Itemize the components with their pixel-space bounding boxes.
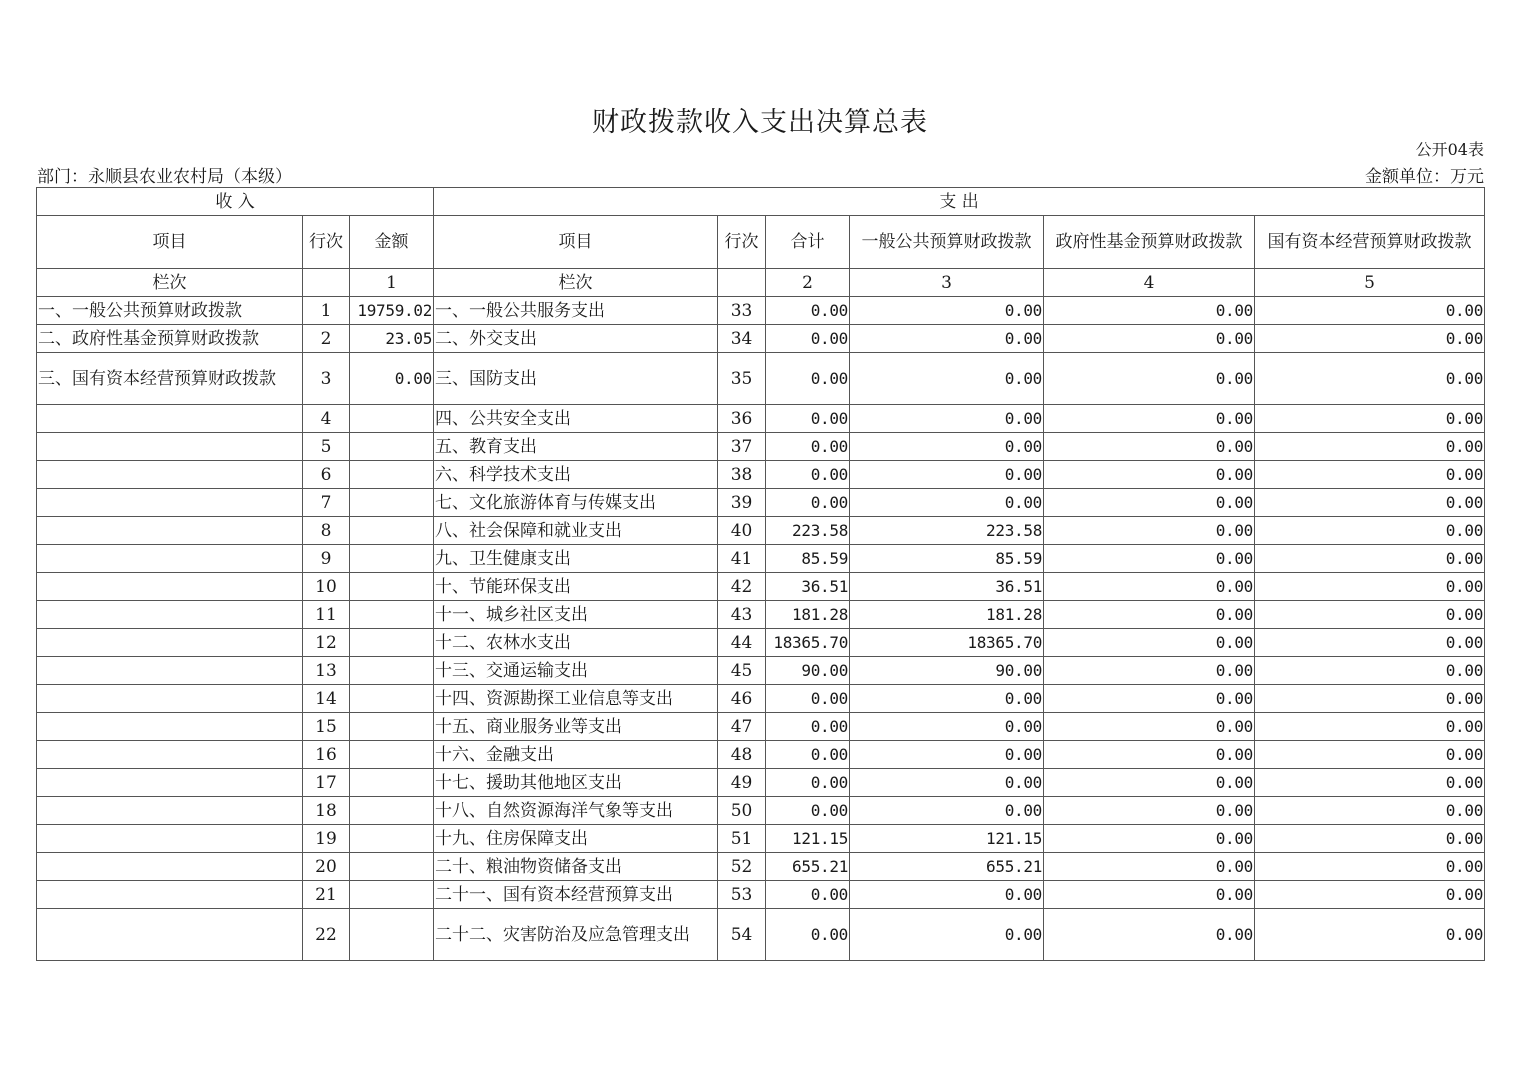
income-amount [350, 881, 434, 909]
expense-state-capital: 0.00 [1255, 825, 1485, 853]
expense-state-capital: 0.00 [1255, 741, 1485, 769]
expense-item: 二十一、国有资本经营预算支出 [434, 881, 718, 909]
expense-row-no: 44 [718, 629, 766, 657]
table-row [37, 601, 1485, 629]
income-row-no: 16 [303, 741, 350, 769]
income-item [37, 405, 303, 433]
expense-gov-fund: 0.00 [1044, 545, 1255, 573]
expense-row-no: 36 [718, 405, 766, 433]
income-amount [350, 629, 434, 657]
expense-item: 九、卫生健康支出 [434, 545, 718, 573]
expense-row-no: 47 [718, 713, 766, 741]
expense-general-budget: 85.59 [850, 545, 1044, 573]
income-amount [350, 685, 434, 713]
table-row [37, 325, 1485, 353]
income-amount: 0.00 [350, 353, 434, 405]
col-index-3: 3 [850, 269, 1044, 297]
income-amount-header: 金额 [350, 216, 434, 269]
expense-state-capital: 0.00 [1255, 629, 1485, 657]
table-row [37, 433, 1485, 461]
income-item [37, 797, 303, 825]
expense-gov-fund: 0.00 [1044, 489, 1255, 517]
income-amount [350, 545, 434, 573]
income-row-no: 3 [303, 353, 350, 405]
expense-state-capital: 0.00 [1255, 325, 1485, 353]
income-amount [350, 853, 434, 881]
expense-total: 0.00 [766, 881, 850, 909]
expense-row-no: 50 [718, 797, 766, 825]
expense-general-budget: 223.58 [850, 517, 1044, 545]
expense-total: 181.28 [766, 601, 850, 629]
col-index-5: 5 [1255, 269, 1485, 297]
amount-unit-label: 金额单位：万元 [1365, 167, 1484, 187]
expense-total: 0.00 [766, 489, 850, 517]
expense-general-budget: 181.28 [850, 601, 1044, 629]
expense-row-no: 46 [718, 685, 766, 713]
expense-row-no: 54 [718, 909, 766, 961]
department-label: 部门：永顺县农业农村局（本级） [37, 167, 292, 187]
expense-state-capital: 0.00 [1255, 909, 1485, 961]
income-amount [350, 433, 434, 461]
income-item [37, 545, 303, 573]
column-index-row [37, 269, 1485, 297]
income-row-no: 1 [303, 297, 350, 325]
expense-gov-fund: 0.00 [1044, 353, 1255, 405]
expense-row-no: 43 [718, 601, 766, 629]
income-row-no: 4 [303, 405, 350, 433]
expense-item: 十一、城乡社区支出 [434, 601, 718, 629]
income-header: 收 入 [37, 188, 434, 216]
expense-total: 0.00 [766, 909, 850, 961]
expense-general-budget: 0.00 [850, 909, 1044, 961]
expense-total: 85.59 [766, 545, 850, 573]
income-amount [350, 713, 434, 741]
income-amount [350, 489, 434, 517]
expense-header: 支 出 [434, 188, 1485, 216]
table-row [37, 517, 1485, 545]
expense-item: 十六、金融支出 [434, 741, 718, 769]
income-row-no: 7 [303, 489, 350, 517]
page-title: 财政拨款收入支出决算总表 [592, 107, 928, 138]
expense-item: 三、国防支出 [434, 353, 718, 405]
table-row [37, 461, 1485, 489]
state-capital-header: 国有资本经营预算财政拨款 [1255, 216, 1485, 269]
header-row-group [37, 188, 1485, 216]
expense-general-budget: 0.00 [850, 685, 1044, 713]
expense-item: 十二、农林水支出 [434, 629, 718, 657]
income-row-no: 13 [303, 657, 350, 685]
expense-row-no: 39 [718, 489, 766, 517]
expense-general-budget: 655.21 [850, 853, 1044, 881]
expense-total: 36.51 [766, 573, 850, 601]
expense-gov-fund: 0.00 [1044, 769, 1255, 797]
expense-general-budget: 18365.70 [850, 629, 1044, 657]
expense-row-no-index [718, 269, 766, 297]
income-amount [350, 825, 434, 853]
expense-general-budget: 121.15 [850, 825, 1044, 853]
income-item-header: 项目 [37, 216, 303, 269]
expense-row-no: 41 [718, 545, 766, 573]
income-amount [350, 909, 434, 961]
expense-item-header: 项目 [434, 216, 718, 269]
form-number: 公开04表 [1415, 140, 1484, 159]
income-amount: 23.05 [350, 325, 434, 353]
income-amount [350, 741, 434, 769]
table-row [37, 909, 1485, 961]
table-row [37, 489, 1485, 517]
fiscal-appropriation-table [36, 187, 1485, 961]
expense-total: 223.58 [766, 517, 850, 545]
expense-row-no: 48 [718, 741, 766, 769]
expense-state-capital: 0.00 [1255, 517, 1485, 545]
income-amount: 19759.02 [350, 297, 434, 325]
expense-gov-fund: 0.00 [1044, 881, 1255, 909]
expense-gov-fund: 0.00 [1044, 741, 1255, 769]
expense-gov-fund: 0.00 [1044, 685, 1255, 713]
income-item [37, 685, 303, 713]
income-item [37, 909, 303, 961]
expense-column-label: 栏次 [434, 269, 718, 297]
expense-gov-fund: 0.00 [1044, 461, 1255, 489]
income-item [37, 853, 303, 881]
expense-state-capital: 0.00 [1255, 573, 1485, 601]
income-amount [350, 769, 434, 797]
expense-item: 六、科学技术支出 [434, 461, 718, 489]
expense-state-capital: 0.00 [1255, 353, 1485, 405]
expense-total: 0.00 [766, 769, 850, 797]
expense-row-no-header: 行次 [718, 216, 766, 269]
income-row-no: 8 [303, 517, 350, 545]
income-amount [350, 601, 434, 629]
income-item [37, 741, 303, 769]
income-amount [350, 573, 434, 601]
income-row-no: 15 [303, 713, 350, 741]
table-row [37, 405, 1485, 433]
expense-row-no: 53 [718, 881, 766, 909]
expense-item: 十、节能环保支出 [434, 573, 718, 601]
col-index-2: 2 [766, 269, 850, 297]
expense-total: 0.00 [766, 713, 850, 741]
expense-item: 四、公共安全支出 [434, 405, 718, 433]
expense-item: 二、外交支出 [434, 325, 718, 353]
table-row [37, 741, 1485, 769]
income-item [37, 517, 303, 545]
expense-item: 十四、资源勘探工业信息等支出 [434, 685, 718, 713]
expense-item: 二十、粮油物资储备支出 [434, 853, 718, 881]
expense-state-capital: 0.00 [1255, 433, 1485, 461]
expense-item: 五、教育支出 [434, 433, 718, 461]
income-amount [350, 405, 434, 433]
expense-row-no: 38 [718, 461, 766, 489]
table-row [37, 797, 1485, 825]
table-row [37, 881, 1485, 909]
expense-state-capital: 0.00 [1255, 657, 1485, 685]
expense-row-no: 37 [718, 433, 766, 461]
expense-general-budget: 0.00 [850, 405, 1044, 433]
income-item: 一、一般公共预算财政拨款 [37, 297, 303, 325]
expense-total: 0.00 [766, 297, 850, 325]
expense-item: 八、社会保障和就业支出 [434, 517, 718, 545]
expense-general-budget: 36.51 [850, 573, 1044, 601]
expense-total: 0.00 [766, 353, 850, 405]
expense-total: 90.00 [766, 657, 850, 685]
income-row-no: 22 [303, 909, 350, 961]
expense-item: 十三、交通运输支出 [434, 657, 718, 685]
expense-state-capital: 0.00 [1255, 713, 1485, 741]
income-item: 三、国有资本经营预算财政拨款 [37, 353, 303, 405]
income-row-no: 5 [303, 433, 350, 461]
income-item [37, 657, 303, 685]
expense-general-budget: 0.00 [850, 325, 1044, 353]
income-amount [350, 657, 434, 685]
income-row-no: 21 [303, 881, 350, 909]
expense-row-no: 49 [718, 769, 766, 797]
table-row [37, 685, 1485, 713]
expense-state-capital: 0.00 [1255, 297, 1485, 325]
expense-gov-fund: 0.00 [1044, 433, 1255, 461]
income-item [37, 713, 303, 741]
income-row-no: 10 [303, 573, 350, 601]
expense-total: 0.00 [766, 461, 850, 489]
expense-state-capital: 0.00 [1255, 797, 1485, 825]
expense-total: 0.00 [766, 405, 850, 433]
income-item [37, 573, 303, 601]
expense-gov-fund: 0.00 [1044, 657, 1255, 685]
expense-item: 二十二、灾害防治及应急管理支出 [434, 909, 718, 961]
expense-state-capital: 0.00 [1255, 489, 1485, 517]
income-row-no: 18 [303, 797, 350, 825]
table-row [37, 297, 1485, 325]
expense-row-no: 40 [718, 517, 766, 545]
table-row [37, 825, 1485, 853]
income-row-no: 14 [303, 685, 350, 713]
expense-general-budget: 0.00 [850, 769, 1044, 797]
expense-row-no: 45 [718, 657, 766, 685]
expense-gov-fund: 0.00 [1044, 713, 1255, 741]
expense-row-no: 34 [718, 325, 766, 353]
expense-general-budget: 0.00 [850, 353, 1044, 405]
table-row [37, 853, 1485, 881]
income-column-label: 栏次 [37, 269, 303, 297]
income-row-no: 6 [303, 461, 350, 489]
income-amount [350, 461, 434, 489]
expense-general-budget: 0.00 [850, 741, 1044, 769]
expense-gov-fund: 0.00 [1044, 325, 1255, 353]
expense-row-no: 35 [718, 353, 766, 405]
expense-state-capital: 0.00 [1255, 769, 1485, 797]
expense-item: 十九、住房保障支出 [434, 825, 718, 853]
expense-general-budget: 0.00 [850, 297, 1044, 325]
income-item [37, 769, 303, 797]
income-item [37, 433, 303, 461]
expense-row-no: 51 [718, 825, 766, 853]
income-item [37, 489, 303, 517]
expense-gov-fund: 0.00 [1044, 629, 1255, 657]
income-amount [350, 517, 434, 545]
expense-item: 十五、商业服务业等支出 [434, 713, 718, 741]
table-row [37, 545, 1485, 573]
income-item [37, 825, 303, 853]
expense-state-capital: 0.00 [1255, 685, 1485, 713]
expense-state-capital: 0.00 [1255, 405, 1485, 433]
expense-state-capital: 0.00 [1255, 601, 1485, 629]
expense-general-budget: 0.00 [850, 797, 1044, 825]
expense-item: 十八、自然资源海洋气象等支出 [434, 797, 718, 825]
expense-gov-fund: 0.00 [1044, 797, 1255, 825]
expense-total: 18365.70 [766, 629, 850, 657]
expense-general-budget: 0.00 [850, 489, 1044, 517]
header-row-columns [37, 216, 1485, 269]
table-row [37, 657, 1485, 685]
expense-gov-fund: 0.00 [1044, 853, 1255, 881]
col-index-1: 1 [350, 269, 434, 297]
expense-total: 121.15 [766, 825, 850, 853]
expense-general-budget: 90.00 [850, 657, 1044, 685]
expense-state-capital: 0.00 [1255, 853, 1485, 881]
col-index-4: 4 [1044, 269, 1255, 297]
expense-total: 0.00 [766, 685, 850, 713]
expense-gov-fund: 0.00 [1044, 517, 1255, 545]
income-row-no: 9 [303, 545, 350, 573]
expense-total: 0.00 [766, 797, 850, 825]
table-row [37, 353, 1485, 405]
table-row [37, 629, 1485, 657]
income-row-no: 12 [303, 629, 350, 657]
income-row-no: 19 [303, 825, 350, 853]
expense-row-no: 52 [718, 853, 766, 881]
table-row [37, 769, 1485, 797]
expense-gov-fund: 0.00 [1044, 909, 1255, 961]
expense-general-budget: 0.00 [850, 461, 1044, 489]
expense-item: 七、文化旅游体育与传媒支出 [434, 489, 718, 517]
income-amount [350, 797, 434, 825]
expense-gov-fund: 0.00 [1044, 297, 1255, 325]
expense-gov-fund: 0.00 [1044, 601, 1255, 629]
total-header: 合计 [766, 216, 850, 269]
gov-fund-header: 政府性基金预算财政拨款 [1044, 216, 1255, 269]
table-row [37, 573, 1485, 601]
expense-total: 0.00 [766, 433, 850, 461]
income-item: 二、政府性基金预算财政拨款 [37, 325, 303, 353]
expense-item: 十七、援助其他地区支出 [434, 769, 718, 797]
expense-general-budget: 0.00 [850, 433, 1044, 461]
income-row-no-index [303, 269, 350, 297]
expense-general-budget: 0.00 [850, 713, 1044, 741]
income-row-no: 11 [303, 601, 350, 629]
table-row [37, 713, 1485, 741]
general-budget-header: 一般公共预算财政拨款 [850, 216, 1044, 269]
expense-state-capital: 0.00 [1255, 545, 1485, 573]
expense-gov-fund: 0.00 [1044, 405, 1255, 433]
expense-total: 0.00 [766, 325, 850, 353]
expense-row-no: 33 [718, 297, 766, 325]
expense-gov-fund: 0.00 [1044, 573, 1255, 601]
expense-state-capital: 0.00 [1255, 461, 1485, 489]
expense-row-no: 42 [718, 573, 766, 601]
income-item [37, 629, 303, 657]
expense-gov-fund: 0.00 [1044, 825, 1255, 853]
expense-general-budget: 0.00 [850, 881, 1044, 909]
income-item [37, 881, 303, 909]
expense-total: 655.21 [766, 853, 850, 881]
income-row-no: 2 [303, 325, 350, 353]
expense-item: 一、一般公共服务支出 [434, 297, 718, 325]
income-item [37, 601, 303, 629]
income-row-no-header: 行次 [303, 216, 350, 269]
expense-total: 0.00 [766, 741, 850, 769]
income-row-no: 17 [303, 769, 350, 797]
income-item [37, 461, 303, 489]
expense-state-capital: 0.00 [1255, 881, 1485, 909]
income-row-no: 20 [303, 853, 350, 881]
